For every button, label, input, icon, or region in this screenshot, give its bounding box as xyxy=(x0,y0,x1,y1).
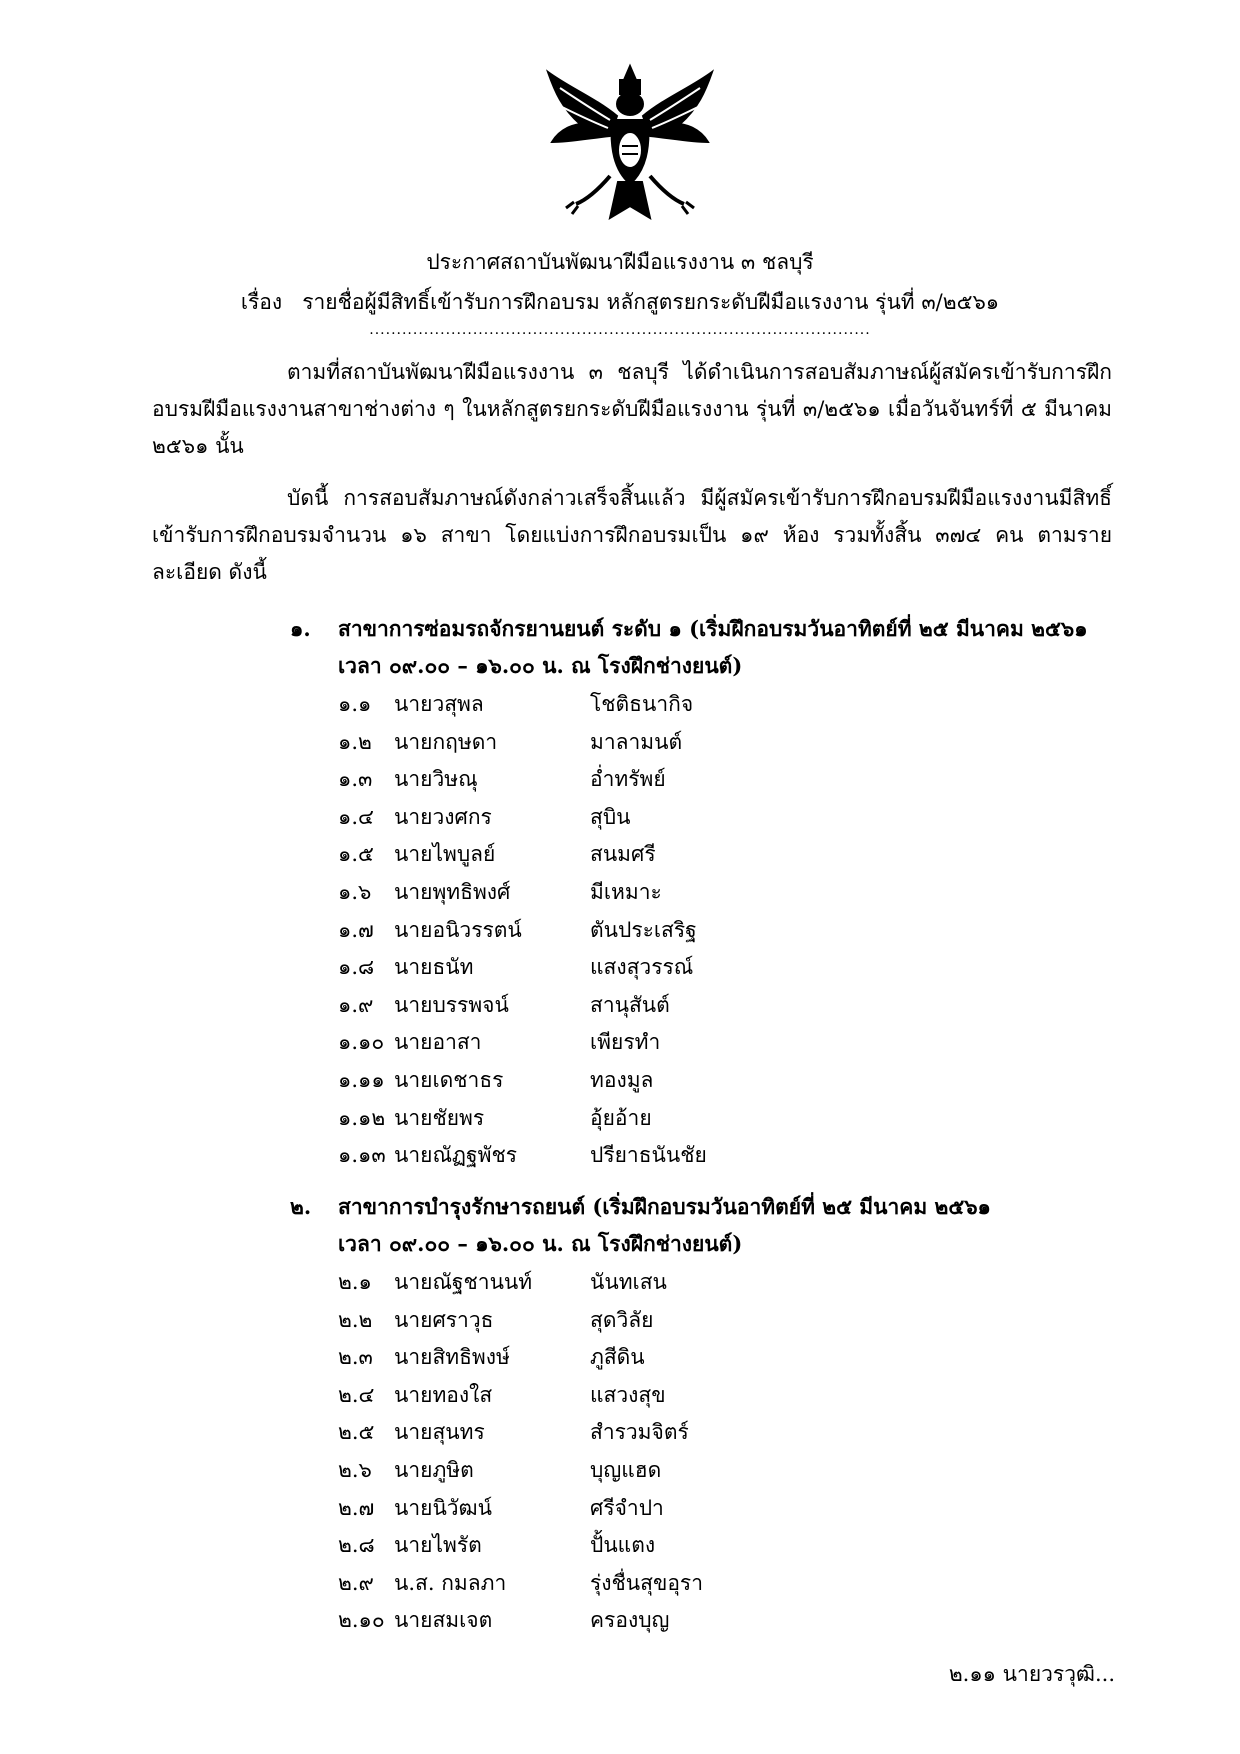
participant-index: ๒.๔ xyxy=(338,1382,375,1407)
announcement-title: ประกาศสถาบันพัฒนาฝีมือแรงงาน ๓ ชลบุรี xyxy=(426,250,814,274)
subject-text: รายชื่อผู้มีสิทธิ์เข้ารับการฝึกอบรม หลักสูตรยกระดับฝีมือแรงงาน รุ่นที่ ๓/๒๕๖๑ xyxy=(302,290,1000,314)
list-item xyxy=(338,1527,1140,1565)
participant-first-name: นายนิวัฒน์ xyxy=(394,1495,492,1520)
list-item xyxy=(338,1339,1140,1377)
participant-first-name: นายธนัท xyxy=(394,955,474,980)
participant-last-name: สุดวิลัย xyxy=(590,1307,654,1332)
participant-last-name: แสวงสุข xyxy=(590,1382,666,1407)
subject-label: เรื่อง xyxy=(240,290,283,314)
participant-index: ๒.๕ xyxy=(338,1420,375,1445)
participant-first-name: นายศราวุธ xyxy=(394,1307,494,1332)
participant-first-name: นายวิษณุ xyxy=(394,767,478,792)
list-item xyxy=(338,1100,1140,1138)
participant-index: ๑.๑๑ xyxy=(338,1067,385,1092)
participant-last-name: เพียรทำ xyxy=(590,1030,661,1055)
participant-last-name: อ่ำทรัพย์ xyxy=(590,767,666,792)
paragraph-1-text: ตามที่สถาบันพัฒนาฝีมือแรงงาน ๓ ชลบุรี ได้ดำเนินการสอบสัมภาษณ์ผู้สมัครเข้ารับการฝึกอบรมฝีมือแรงงานสาขาช่างต่าง ๆ ในหลักสูตรยกระดับฝีมือแรงงาน รุ่นที่ ๓/๒๕๖๑ เมื่อวันจันทร์ที่ ๕ มีนาคม ๒๕๖๑ นั้น xyxy=(152,360,1112,458)
participant-last-name: อุ้ยอ้าย xyxy=(590,1105,652,1130)
participant-list xyxy=(338,1264,1140,1640)
participant-index: ๑.๑๐ xyxy=(338,1030,385,1055)
participant-index: ๒.๙ xyxy=(338,1570,374,1595)
participant-index: ๑.๒ xyxy=(338,729,372,754)
participant-index: ๑.๓ xyxy=(338,767,373,792)
participant-index: ๒.๗ xyxy=(338,1495,375,1520)
participant-first-name: นายสิทธิพงษ์ xyxy=(394,1345,510,1370)
list-item xyxy=(338,724,1140,762)
participant-last-name: ปรียาธนันชัย xyxy=(590,1143,707,1168)
list-item xyxy=(338,1414,1140,1452)
participant-index: ๑.๗ xyxy=(338,917,374,942)
participant-last-name: นันทเสน xyxy=(590,1270,667,1294)
participant-first-name: นายวสุพล xyxy=(394,692,484,716)
participant-last-name: มีเหมาะ xyxy=(590,879,662,904)
participant-first-name: นายไพบูลย์ xyxy=(394,842,496,867)
announcement-subject xyxy=(0,286,1240,319)
list-item xyxy=(338,799,1140,837)
participant-first-name: นายอาสา xyxy=(394,1030,482,1055)
participant-first-name: นายไพรัต xyxy=(394,1533,482,1558)
participant-first-name: นายทองใส xyxy=(394,1382,493,1407)
participant-last-name: แสงสุวรรณ์ xyxy=(590,955,694,980)
participant-index: ๑.๑๓ xyxy=(338,1143,386,1168)
section-number: ๒. xyxy=(290,1194,312,1219)
participant-last-name: ครองบุญ xyxy=(590,1608,670,1633)
participant-last-name: ภูสีดิน xyxy=(590,1345,645,1370)
participant-index: ๒.๑๐ xyxy=(338,1608,385,1633)
participant-first-name: นายสุนทร xyxy=(394,1420,485,1445)
section-heading-line2: เวลา ๐๙.๐๐ – ๑๖.๐๐ น. ณ โรงฝึกช่างยนต์) xyxy=(338,1231,743,1256)
participant-index: ๒.๑ xyxy=(338,1270,372,1294)
participant-first-name: นายชัยพร xyxy=(394,1105,485,1130)
participant-index: ๑.๘ xyxy=(338,955,375,980)
participant-first-name: นายกฤษดา xyxy=(394,729,498,754)
section-2 xyxy=(290,1188,1140,1640)
participant-first-name: นายภูษิต xyxy=(394,1457,474,1482)
garuda-emblem-icon xyxy=(540,58,720,223)
list-item xyxy=(338,1137,1140,1175)
list-item xyxy=(338,949,1140,987)
participant-first-name: น.ส. กมลภา xyxy=(394,1570,507,1595)
list-item xyxy=(338,1377,1140,1415)
list-item xyxy=(338,912,1140,950)
list-item xyxy=(338,686,1140,724)
participant-last-name: มาลามนต์ xyxy=(590,729,683,754)
participant-index: ๒.๖ xyxy=(338,1457,372,1482)
participant-first-name: นายพุทธิพงศ์ xyxy=(394,879,511,904)
participant-last-name: บุญแฮด xyxy=(590,1457,662,1482)
list-item xyxy=(338,761,1140,799)
participant-index: ๑.๑ xyxy=(338,692,372,716)
participant-first-name: นายบรรพจน์ xyxy=(394,992,509,1017)
participant-last-name: ทองมูล xyxy=(590,1067,654,1092)
participant-index: ๑.๑๒ xyxy=(338,1105,386,1130)
participant-index: ๑.๙ xyxy=(338,992,374,1017)
section-heading-line1: สาขาการซ่อมรถจักรยานยนต์ ระดับ ๑ (เริ่มฝึกอบรมวันอาทิตย์ที่ ๒๕ มีนาคม ๒๕๖๑ xyxy=(338,616,1088,641)
participant-last-name: โชติธนากิจ xyxy=(590,692,694,716)
list-item xyxy=(338,1024,1140,1062)
list-item xyxy=(338,1452,1140,1490)
section-heading xyxy=(290,610,1140,684)
list-item xyxy=(338,1302,1140,1340)
list-item xyxy=(338,1565,1140,1603)
participant-index: ๒.๒ xyxy=(338,1307,373,1332)
list-item xyxy=(338,836,1140,874)
participant-index: ๑.๔ xyxy=(338,804,374,829)
participant-first-name: นายสมเจต xyxy=(394,1608,493,1633)
section-1 xyxy=(290,610,1140,1175)
intro-paragraph xyxy=(152,354,1112,465)
participant-last-name: ศรีจำปา xyxy=(590,1495,664,1520)
list-item xyxy=(338,987,1140,1025)
participant-last-name: สนมศรี xyxy=(590,842,656,867)
title-divider: ............................................................................................ xyxy=(369,322,871,338)
participant-first-name: นายอนิวรรตน์ xyxy=(394,917,522,942)
list-item xyxy=(338,1264,1140,1302)
participant-last-name: ตันประเสริฐ xyxy=(590,917,697,942)
continuation-note: ๒.๑๑ นายวรวุฒิ... xyxy=(948,1662,1115,1686)
participant-list xyxy=(338,686,1140,1175)
participant-first-name: นายเดชาธร xyxy=(394,1067,504,1092)
participant-last-name: สุบิน xyxy=(590,804,631,829)
participant-last-name: สานุสันต์ xyxy=(590,992,670,1017)
list-item xyxy=(338,1490,1140,1528)
participant-last-name: สำรวมจิตร์ xyxy=(590,1420,689,1445)
participant-last-name: รุ่งชื่นสุขอุรา xyxy=(590,1570,703,1595)
section-heading-line1: สาขาการบำรุงรักษารถยนต์ (เริ่มฝึกอบรมวันอาทิตย์ที่ ๒๕ มีนาคม ๒๕๖๑ xyxy=(338,1194,991,1219)
participant-first-name: นายณัฏฐพัชร xyxy=(394,1143,517,1168)
paragraph-2-text: บัดนี้ การสอบสัมภาษณ์ดังกล่าวเสร็จสิ้นแล้ว มีผู้สมัครเข้ารับการฝึกอบรมฝีมือแรงงานมีสิทธิ์เข้ารับการฝึกอบรมจำนวน ๑๖ สาขา โดยแบ่งการฝึกอบรมเป็น ๑๙ ห้อง รวมทั้งสิ้น ๓๗๔ คน ตามรายละเอียด ดังนี้ xyxy=(152,486,1112,584)
participant-index: ๑.๕ xyxy=(338,842,374,867)
participant-last-name: ปั้นแตง xyxy=(590,1533,656,1558)
participant-index: ๒.๘ xyxy=(338,1533,375,1558)
list-item xyxy=(338,874,1140,912)
participant-index: ๑.๖ xyxy=(338,879,372,904)
section-heading xyxy=(290,1188,1140,1262)
result-paragraph xyxy=(152,480,1112,591)
participant-first-name: นายวงศกร xyxy=(394,804,492,829)
list-item xyxy=(338,1062,1140,1100)
participant-first-name: นายณัฐชานนท์ xyxy=(394,1270,533,1294)
section-number: ๑. xyxy=(290,616,311,641)
list-item xyxy=(338,1602,1140,1640)
participant-index: ๒.๓ xyxy=(338,1345,373,1370)
section-heading-line2: เวลา ๐๙.๐๐ – ๑๖.๐๐ น. ณ โรงฝึกช่างยนต์) xyxy=(338,653,743,678)
